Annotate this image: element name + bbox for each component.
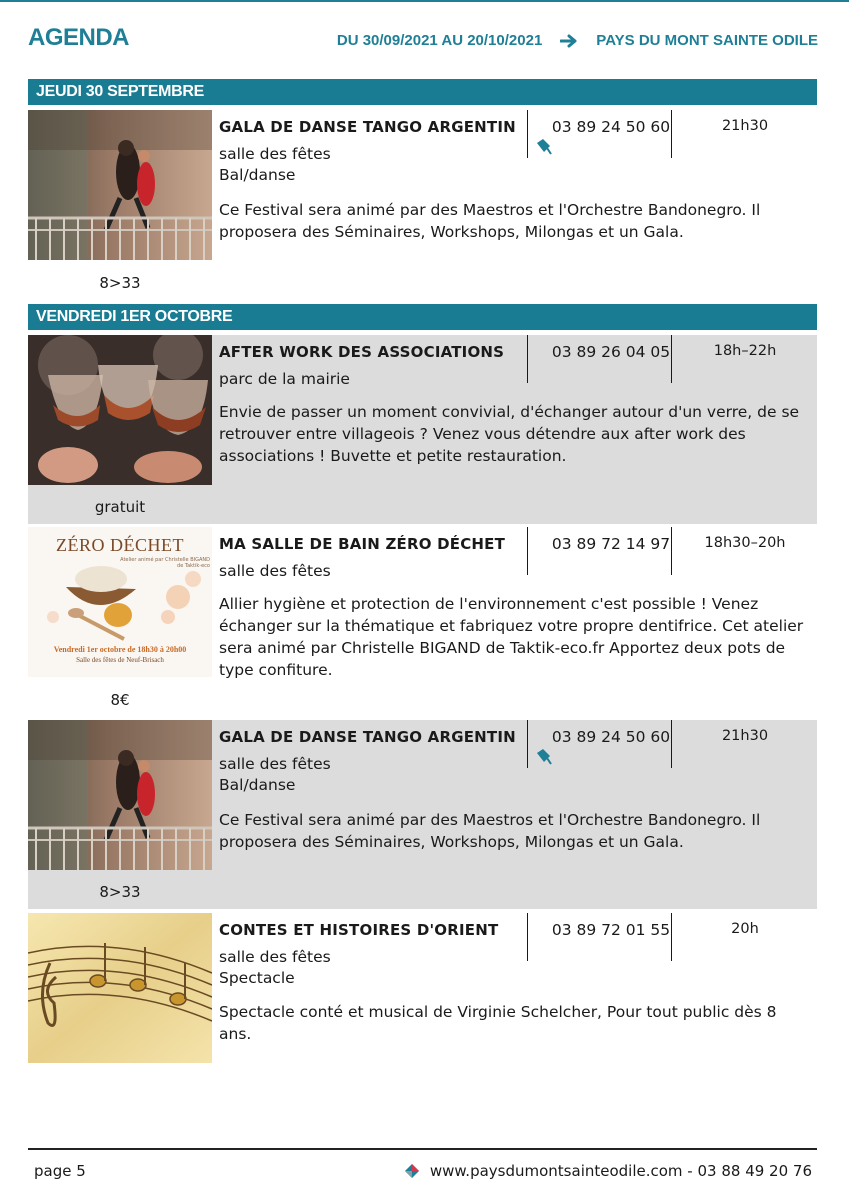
event-time: 18h–22h (713, 343, 777, 359)
event-place: salle des fêtes (219, 562, 331, 580)
footer-rule (28, 1148, 817, 1150)
event-row (28, 527, 817, 713)
event-time: 21h30 (721, 728, 769, 744)
event-title: CONTES ET HISTOIRES D'ORIENT (219, 921, 499, 939)
region-name: PAYS DU MONT SAINTE ODILE (596, 32, 818, 49)
event-description: Ce Festival sera animé par des Maestros et l'Orchestre Bandonegro. Il proposera des Séminaires, Workshops, Milongas et un Gala. (219, 811, 761, 851)
event-meta (219, 561, 331, 582)
column-divider (671, 527, 672, 575)
event-price: 8>33 (99, 274, 141, 292)
event-title: GALA DE DANSE TANGO ARGENTIN (219, 118, 516, 136)
event-description: Envie de passer un moment convivial, d'échanger autour d'un verre, de se retrouver entre villageois ? Venez vous détendre aux after work des associations ! Buvette et petite restauration. (219, 403, 800, 465)
event-category: Spectacle (219, 969, 295, 987)
event-price: 8>33 (99, 883, 141, 901)
event-meta (219, 369, 350, 390)
music-notes-illustration (28, 913, 212, 1063)
event-title: MA SALLE DE BAIN ZÉRO DÉCHET (219, 535, 506, 553)
event-price: gratuit (94, 498, 146, 516)
event-category: Bal/danse (219, 166, 296, 184)
event-time: 18h30–20h (704, 535, 786, 551)
ticket-icon (534, 747, 552, 765)
column-divider (527, 720, 528, 768)
event-phone: 03 89 26 04 05 (551, 343, 671, 361)
event-row (28, 720, 817, 909)
event-phone: 03 89 72 14 97 (551, 535, 671, 553)
ticket-icon (534, 137, 552, 155)
poster-heading: ZÉRO DÉCHET (56, 535, 184, 555)
zero-dechet-poster (28, 527, 212, 677)
header-info (337, 32, 818, 49)
day-header: VENDREDI 1ER OCTOBRE (28, 304, 817, 330)
event-price: 8€ (110, 691, 130, 709)
event-phone: 03 89 72 01 55 (551, 921, 671, 939)
event-category: Bal/danse (219, 776, 296, 794)
event-meta (219, 754, 331, 796)
event-description: Allier hygiène et protection de l'environnement c'est possible ! Venez échanger sur la thématique et fabriquez votre propre dentifrice. Cet atelier sera animé par Christelle BIGAND de Taktik-eco.fr Apportez deux pots de type confiture. (219, 595, 804, 679)
event-title: AFTER WORK DES ASSOCIATIONS (219, 343, 505, 361)
event-meta (219, 144, 331, 186)
event-time: 21h30 (721, 118, 769, 134)
poster-date-line: Vendredi 1er octobre de 18h30 à 20h00 (53, 645, 187, 654)
event-time: 20h (731, 921, 759, 937)
column-divider (671, 110, 672, 158)
tourism-logo-icon (404, 1163, 420, 1179)
event-place: parc de la mairie (219, 370, 350, 388)
event-place: salle des fêtes (219, 145, 331, 163)
event-row (28, 335, 817, 524)
date-range: DU 30/09/2021 AU 20/10/2021 (336, 32, 543, 49)
footer-contact (404, 1162, 812, 1180)
event-meta (219, 947, 331, 989)
event-row (28, 110, 817, 298)
event-row (28, 913, 817, 1073)
poster-subtitle: Atelier animé par Christelle BIGAND de Taktik-eco (120, 557, 210, 569)
event-description: Spectacle conté et musical de Virginie Schelcher, Pour tout public dès 8 ans. (219, 1003, 777, 1043)
column-divider (671, 913, 672, 961)
event-place: salle des fêtes (219, 948, 331, 966)
event-phone: 03 89 24 50 60 (551, 118, 671, 136)
toast-glasses-photo (28, 335, 212, 485)
column-divider (527, 110, 528, 158)
column-divider (527, 527, 528, 575)
day-header: JEUDI 30 SEPTEMBRE (28, 79, 817, 105)
event-title: GALA DE DANSE TANGO ARGENTIN (219, 728, 516, 746)
event-description: Ce Festival sera animé par des Maestros et l'Orchestre Bandonegro. Il proposera des Séminaires, Workshops, Milongas et un Gala. (219, 201, 761, 241)
page-number: page 5 (34, 1162, 86, 1180)
arrow-right-icon (560, 34, 578, 48)
column-divider (671, 335, 672, 383)
tango-couple-photo (28, 110, 212, 260)
tango-couple-photo (28, 720, 212, 870)
column-divider (527, 913, 528, 961)
column-divider (671, 720, 672, 768)
event-place: salle des fêtes (219, 755, 331, 773)
poster-venue-line: Salle des fêtes de Neuf-Brisach (76, 656, 164, 664)
page-title: AGENDA (28, 24, 130, 51)
top-rule (0, 0, 849, 2)
event-phone: 03 89 24 50 60 (551, 728, 671, 746)
website-and-phone[interactable]: www.paysdumontsainteodile.com - 03 88 49 20 76 (429, 1162, 812, 1180)
column-divider (527, 335, 528, 383)
